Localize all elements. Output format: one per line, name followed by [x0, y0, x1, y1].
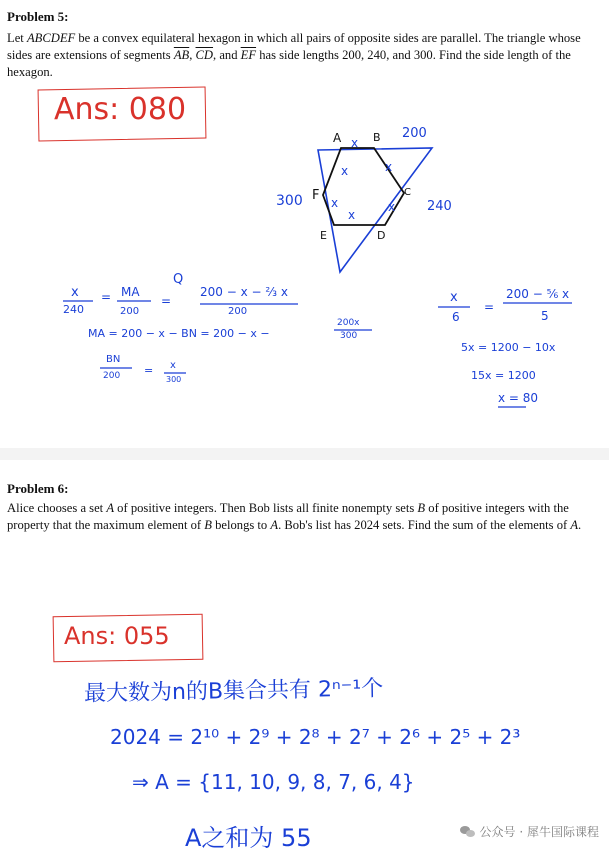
p6-var-a2: A — [270, 518, 279, 532]
r1-lhs-num: x — [450, 290, 458, 305]
fig-label-240: 240 — [427, 199, 452, 214]
w1-lhs-num: x — [71, 285, 79, 300]
fig-label-x3: x — [341, 164, 349, 178]
problem-6-statement — [7, 500, 593, 534]
fig-label-x6: x — [388, 200, 396, 214]
p5-sep1: , — [189, 48, 196, 62]
p5-text-b: be a convex equilateral hexagon in which all pairs of opposite sides are parallel. The triangle whose sides are extensions of segments — [7, 31, 581, 62]
w3-lhs-den: 200 — [103, 371, 121, 381]
fig-label-x4: x — [331, 196, 339, 210]
problem-6-title: Problem 6: — [7, 481, 69, 496]
fig-label-d: D — [377, 229, 386, 242]
p5-hexagon-name: ABCDEF — [26, 31, 76, 45]
p6-text-b: of positive integers. Then Bob lists all finite nonempty sets — [114, 501, 418, 515]
w3-rhs-den: 300 — [166, 375, 182, 384]
p5-text-a: Let — [7, 31, 27, 45]
w1-mid-den: 200 — [120, 306, 140, 317]
p6-work-line2: 2024 = 2¹⁰ + 2⁹ + 2⁸ + 2⁷ + 2⁶ + 2⁵ + 2³ — [110, 725, 521, 749]
w1-rhs-den: 200 — [228, 306, 248, 317]
p6-var-a: A — [106, 501, 115, 515]
p6-text-d: belongs to — [211, 518, 271, 532]
r1-rhs-num: 200 − ⅚ x — [506, 287, 570, 301]
wechat-icon — [460, 826, 476, 838]
problem-6-title-text: Problem 6 — [7, 481, 65, 496]
p6-text-a: Alice chooses a set — [7, 501, 107, 515]
r1-rhs-den: 5 — [541, 309, 549, 323]
p5-segment-ab: $\overline{AB}$ — [173, 48, 190, 62]
fig-label-e: E — [320, 229, 327, 242]
fig-label-x5: x — [348, 208, 356, 222]
p6-var-b2: B — [204, 518, 212, 532]
fig-label-300: 300 — [276, 193, 303, 209]
p6-work-line1: 最大数为n的B集合共有 2ⁿ⁻¹个 — [83, 676, 384, 707]
p6-var-b: B — [417, 501, 426, 515]
w1-eq1: = — [101, 290, 112, 304]
fig-label-b: B — [373, 131, 381, 144]
fig-label-200: 200 — [402, 126, 427, 141]
p6-text-e: . Bob's list has 2024 sets. Find the sum of the elements of — [278, 518, 571, 532]
w1-q-mark: Q — [173, 272, 184, 287]
p6-text-f: . — [578, 518, 582, 532]
w1-eq2: = — [161, 294, 172, 308]
r1-eq: = — [484, 300, 495, 314]
watermark — [460, 823, 599, 840]
p5-answer: Ans: 080 — [54, 92, 187, 127]
p6-answer: Ans: 055 — [64, 622, 170, 650]
p5-segment-cd: $\overline{CD}$ — [195, 48, 214, 62]
watermark-text: 公众号 · 犀牛国际课程 — [479, 825, 599, 839]
w3-rhs-num: x — [170, 360, 176, 371]
w1-rhs-num: 200 − x − ⅔ x — [200, 285, 288, 299]
p6-work-line3: ⇒ A = {11, 10, 9, 8, 7, 6, 4} — [132, 770, 415, 794]
w1-mid-num: MA — [121, 285, 140, 299]
fig-label-x2: x — [385, 160, 393, 174]
w1-lhs-den: 240 — [63, 303, 84, 316]
fig-label-f: F — [312, 188, 320, 203]
r3-line: 15x = 1200 — [471, 369, 536, 382]
section-divider — [0, 448, 609, 460]
r1-lhs-den: 6 — [452, 310, 460, 324]
p5-sep2: , and — [213, 48, 241, 62]
p5-segment-ef: $\overline{EF}$ — [240, 48, 257, 62]
r2-line: 5x = 1200 − 10x — [461, 341, 556, 354]
fig-label-c: C — [404, 187, 411, 198]
problem-5-title: Problem 5: — [7, 9, 69, 24]
problem-5-title-text: Problem 5 — [7, 9, 65, 24]
p6-text-c: of positive integers with the property that the maximum element of — [7, 501, 569, 532]
w2-line: MA = 200 − x − BN = 200 − x − — [88, 327, 270, 340]
p5-text-c: has side lengths 200, 240, and 300. Find the side length of the hexagon. — [7, 48, 571, 79]
fig-label-a: A — [333, 131, 342, 145]
fig-label-x1: x — [351, 136, 359, 150]
w2-frac-den: 300 — [340, 331, 358, 341]
r4-line: x = 80 — [498, 391, 539, 405]
p6-work-line4: A之和为 55 — [185, 824, 312, 852]
w3-eq: = — [144, 364, 154, 377]
w3-lhs-num: BN — [106, 354, 121, 365]
w2-frac-num: 200x — [337, 318, 360, 328]
p6-var-a3: A — [570, 518, 579, 532]
